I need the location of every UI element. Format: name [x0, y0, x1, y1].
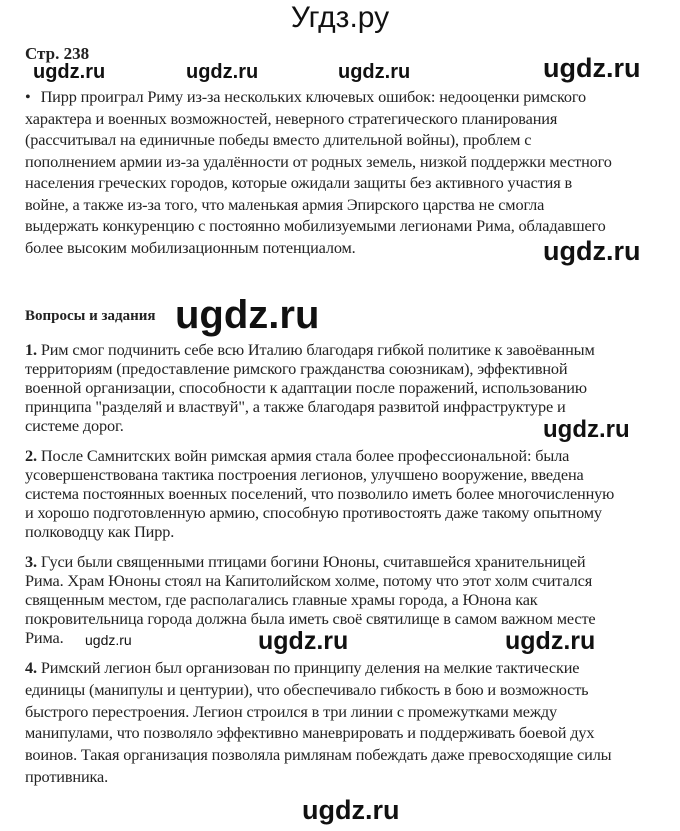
- text-line: (рассчитывал на единичные победы вместо длительной войны), проблем с: [25, 130, 532, 149]
- section-heading: Вопросы и задания: [25, 308, 156, 324]
- answer-number: 3.: [25, 552, 37, 571]
- text-line: единицы (манипулы и центурии), что обеспечивало гибкость в бою и возможность: [25, 679, 589, 699]
- text-line: более высоким мобилизационным потенциалом.: [25, 237, 356, 257]
- text-line: священным местом, где располагались главные храмы города, а Юнона как: [25, 590, 538, 609]
- text-line: [25, 340, 595, 359]
- answer-4: [25, 657, 611, 788]
- answer-number: 4.: [25, 658, 37, 677]
- text-line: системе дорог.: [25, 416, 124, 435]
- text-line: система постоянных военных поселений, что позволило иметь более многочисленную: [25, 484, 615, 503]
- text-line: Рима. Храм Юноны стоял на Капитолийском холме, потому что этот холм считался: [25, 571, 593, 590]
- watermark: ugdz.ru: [543, 53, 641, 83]
- text-line: Рима.: [25, 628, 64, 647]
- text-line: принципа "разделяй и властвуй", а также благодаря развитой инфраструктуре и: [25, 397, 566, 416]
- watermark: ugdz.ru: [505, 627, 596, 655]
- bullet: •: [25, 87, 31, 106]
- text-line: и хорошо подготовленную армию, способную противостоять даже такому опытному: [25, 503, 602, 522]
- text-line: выдержать конкуренцию с постоянно мобилизуемыми легионами Рима, обладавшего: [25, 216, 606, 235]
- watermark: ugdz.ru: [258, 627, 349, 655]
- text-line: [25, 657, 579, 679]
- intro-paragraph: [25, 86, 612, 258]
- text-line: быстрого перестроения. Легион строился в три линии с промежутками между: [25, 701, 558, 721]
- watermark: ugdz.ru: [186, 61, 259, 83]
- text-line: [25, 86, 586, 108]
- text-line-content: Рим смог подчинить себе всю Италию благодаря гибкой политике к завоёванным: [40, 340, 595, 359]
- site-title: Угдз.ру: [290, 1, 390, 34]
- answer-number: 2.: [25, 446, 37, 465]
- text-line: манипулами, что позволяло эффективно маневрировать и поддерживать боевой дух: [25, 723, 595, 743]
- watermark: ugdz.ru: [543, 416, 630, 443]
- watermark: ugdz.ru: [33, 61, 106, 83]
- text-line-content: Пирр проиграл Риму из-за нескольких ключевых ошибок: недооценки римского: [40, 87, 587, 106]
- text-line: территориям (предоставление римского гражданства союзникам), эффективной: [25, 359, 568, 378]
- answer-1: [25, 340, 595, 435]
- text-line: полководцу как Пирр.: [25, 522, 175, 541]
- watermark: ugdz.ru: [338, 61, 411, 83]
- text-line-content: Римский легион был организован по принципу деления на мелкие тактические: [40, 658, 580, 677]
- text-line: усовершенствована тактика построения легионов, улучшено вооружение, введена: [25, 465, 584, 484]
- watermark: ugdz.ru: [175, 293, 320, 337]
- text-line: населения греческих городов, которые ожидали защиты без активного участия в: [25, 173, 573, 192]
- text-line: пополнением армии из-за удалённости от родных земель, низкой поддержки местного: [25, 151, 612, 171]
- answer-2: [25, 446, 614, 541]
- watermark: ugdz.ru: [302, 795, 400, 825]
- page-label: Стр. 238: [25, 44, 90, 63]
- text-line: характера и военных возможностей, неверного стратегического планирования: [25, 108, 558, 128]
- text-line: военной организации, способности к адаптации после поражений, использованию: [25, 378, 587, 397]
- text-line-content: Гуси были священными птицами богини Юноны, считавшейся хранительницей: [40, 552, 586, 571]
- text-line: войне, а также из-за того, что маленькая армия Эпирского царства не смогла: [25, 194, 545, 214]
- text-line: противника.: [25, 766, 109, 786]
- text-line: [25, 552, 585, 571]
- watermark: ugdz.ru: [85, 632, 132, 648]
- text-line: покровительница города должна была иметь своё святилище в самом важном месте: [25, 609, 596, 628]
- text-line: воинов. Такая организация позволяла римлянам побеждать даже превосходящие силы: [25, 745, 612, 765]
- watermark: ugdz.ru: [543, 236, 641, 266]
- text-line-content: После Самнитских войн римская армия стала более профессиональной: была: [40, 446, 570, 465]
- answer-number: 1.: [25, 340, 37, 359]
- text-line: [25, 446, 569, 465]
